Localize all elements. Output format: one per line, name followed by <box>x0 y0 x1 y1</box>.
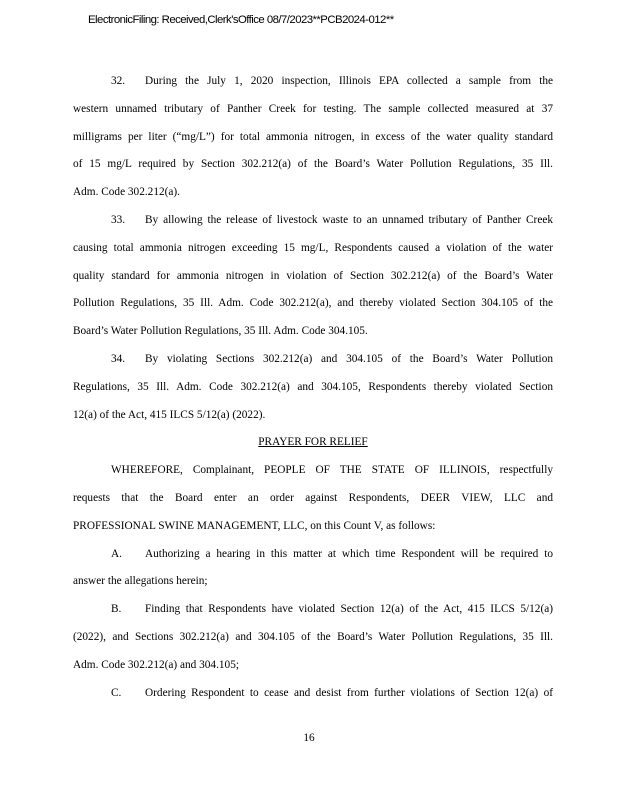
relief-letter: A. <box>111 547 122 560</box>
paragraph-34-line: Regulations, 35 Ill. Adm. Code 302.212(a) and 304.105, Respondents thereby violated Section <box>73 380 553 393</box>
relief-item-c <box>73 680 553 708</box>
paragraph-32 <box>73 68 553 207</box>
wherefore-line: WHEREFORE, Complainant, PEOPLE OF THE STATE OF ILLINOIS, respectfully <box>111 464 553 477</box>
paragraph-33 <box>73 207 553 346</box>
relief-item-b-line: (2022), and Sections 302.212(a) and 304.105 of the Board’s Water Pollution Regulations, 35 Ill. <box>73 630 553 643</box>
paragraph-number: 32. <box>111 75 126 87</box>
relief-letter: B. <box>111 603 122 616</box>
relief-item-b <box>73 596 553 679</box>
paragraph-34-line: 12(a) of the Act, 415 ILCS 5/12(a) (2022). <box>73 408 266 421</box>
page-number: 16 <box>303 732 315 744</box>
wherefore-line: PROFESSIONAL SWINE MANAGEMENT, LLC, on this Count V, as follows: <box>73 519 436 532</box>
paragraph-33-line: quality standard for ammonia nitrogen in violation of Section 302.212(a) of the Board’s Water <box>73 269 553 282</box>
prayer-heading: PRAYER FOR RELIEF <box>258 436 368 449</box>
relief-item-a <box>73 541 553 597</box>
paragraph-34 <box>73 346 553 429</box>
paragraph-32-line: milligrams per liter (“mg/L”) for total ammonia nitrogen, in excess of the water quality standard <box>73 130 553 143</box>
relief-item-a-line: answer the allegations herein; <box>73 575 208 588</box>
paragraph-32-line: western unnamed tributary of Panther Creek for testing. The sample collected measured at 37 <box>73 102 553 115</box>
paragraph-32-line: 32. During the July 1, 2020 inspection, Illinois EPA collected a sample from the <box>73 68 553 96</box>
paragraph-number: 34. <box>111 352 126 365</box>
filing-stamp: ElectronicFiling: Received,Clerk'sOffice 08/7/2023**PCB2024-012** <box>88 14 394 26</box>
relief-letter: C. <box>111 686 122 699</box>
paragraph-32-line: Adm. Code 302.212(a). <box>73 186 180 199</box>
relief-item-b-line: Adm. Code 302.212(a) and 304.105; <box>73 658 239 671</box>
relief-item-c-line: C. Ordering Respondent to cease and desist from further violations of Section 12(a) of <box>73 680 553 708</box>
wherefore-paragraph <box>73 457 553 540</box>
paragraph-33-line: 33. By allowing the release of livestock waste to an unnamed tributary of Panther Creek <box>73 207 553 235</box>
paragraph-33-line: causing total ammonia nitrogen exceeding 15 mg/L, Respondents caused a violation of the water <box>73 241 553 254</box>
paragraph-33-line: Board’s Water Pollution Regulations, 35 Ill. Adm. Code 304.105. <box>73 325 368 338</box>
paragraph-32-line: of 15 mg/L required by Section 302.212(a) of the Board’s Water Pollution Regulations, 35 Ill. <box>73 158 553 171</box>
paragraph-34-line: 34. By violating Sections 302.212(a) and 304.105 of the Board’s Water Pollution <box>73 346 553 374</box>
paragraph-33-line: Pollution Regulations, 35 Ill. Adm. Code 302.212(a), and thereby violated Section 304.105 of the <box>73 297 553 310</box>
paragraph-number: 33. <box>111 213 126 226</box>
document-body <box>73 68 553 707</box>
relief-item-a-line: A. Authorizing a hearing in this matter at which time Respondent will be required to <box>73 541 553 569</box>
wherefore-line: requests that the Board enter an order against Respondents, DEER VIEW, LLC and <box>73 491 553 504</box>
relief-item-b-line: B. Finding that Respondents have violated Section 12(a) of the Act, 415 ILCS 5/12(a) <box>73 596 553 624</box>
